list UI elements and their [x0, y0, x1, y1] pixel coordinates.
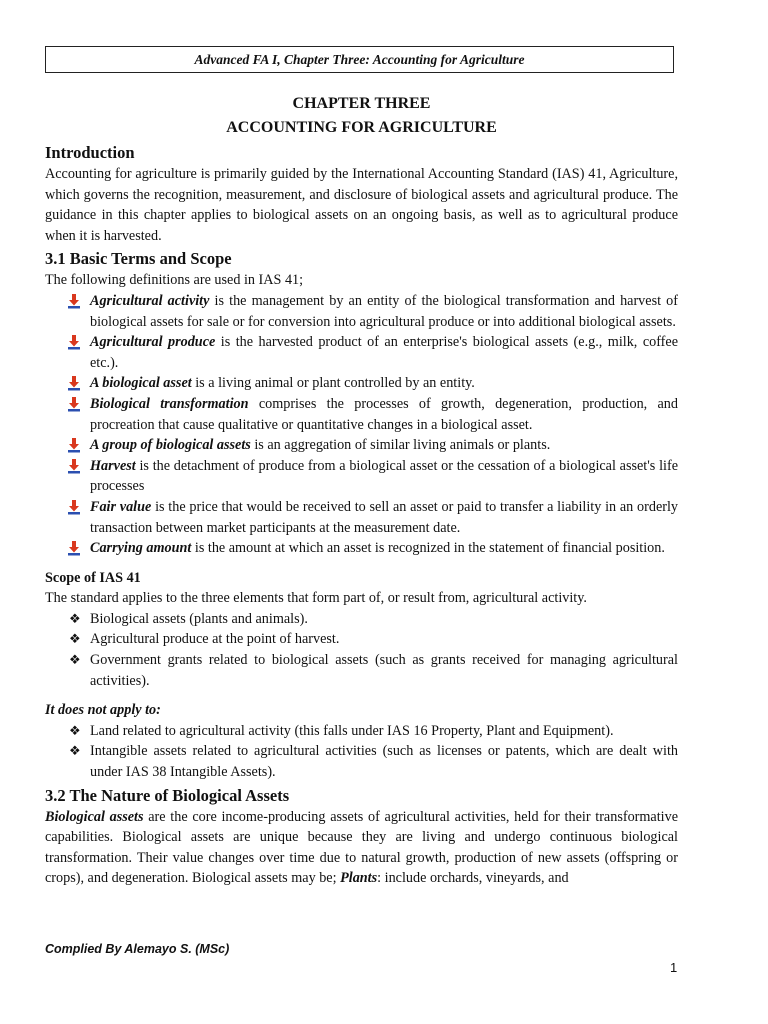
definition-text: comprises the processes of growth, degeneration, production, and procreation that cause qualitative or quantitative changes in a biological asset.: [90, 395, 678, 433]
definition-text: is the price that would be received to sell an asset or paid to transfer a liability in an orderly transaction between market participants at the measurement date.: [90, 498, 679, 536]
arrow-down-bullet-icon: [67, 335, 81, 350]
definition-text: is a living animal or plant controlled by an entity.: [191, 375, 475, 392]
definition-term: A group of biological assets: [90, 437, 251, 454]
diamond-bullet-icon: ❖: [69, 610, 81, 626]
list-item: [45, 538, 678, 559]
list-item: [45, 650, 678, 691]
arrow-down-bullet-icon: [67, 541, 81, 556]
intro-paragraph: Accounting for agriculture is primarily guided by the International Accounting Standard (IAS) 41, Agriculture, which governs the recognition, measurement, and disclosure of biological assets and agricultural produce. The guidance in this chapter applies to biological assets on an ongoing basis, as well as to agricultural produce when it is harvested.: [45, 166, 678, 244]
running-header: Advanced FA I, Chapter Three: Accounting for Agriculture: [45, 46, 674, 73]
chapter-title: ACCOUNTING FOR AGRICULTURE: [226, 119, 497, 136]
definition-term: Harvest: [90, 457, 136, 474]
nature-text-end: : include orchards, vineyards, and: [377, 870, 569, 887]
definitions-list: [45, 291, 678, 559]
list-item: [45, 394, 678, 435]
arrow-down-bullet-icon: [67, 294, 81, 309]
arrow-down-bullet-icon: [67, 459, 81, 474]
diamond-bullet-icon: ❖: [69, 631, 81, 647]
arrow-down-bullet-icon: [67, 438, 81, 453]
page-content: [45, 92, 678, 889]
list-item: [45, 609, 678, 630]
arrow-down-bullet-icon: [67, 376, 81, 391]
page-number: 1: [670, 960, 678, 975]
scope-item-text: Government grants related to biological assets (such as grants received for managing agricultural activities).: [90, 652, 678, 689]
definition-term: Biological transformation: [90, 395, 249, 412]
definition-term: Agricultural produce: [90, 334, 216, 351]
definition-text: is the harvested product of an enterprise's biological assets (e.g., milk, coffee etc.).: [90, 334, 678, 371]
definition-term: Agricultural activity: [90, 292, 210, 309]
list-item: [45, 629, 678, 650]
intro-heading: Introduction: [45, 143, 135, 162]
definition-term: Fair value: [90, 498, 152, 515]
footer-author: Complied By Alemayo S. (MSc): [45, 942, 230, 956]
arrow-down-bullet-icon: [67, 500, 81, 515]
list-item: [45, 721, 678, 742]
list-item: [45, 291, 678, 332]
scope-item-text: Biological assets (plants and animals).: [90, 610, 308, 627]
list-item: [45, 741, 678, 782]
definition-text: is the detachment of produce from a biological asset or the cessation of a biological asset's life processes: [90, 457, 678, 495]
nature-text: are the core income-producing assets of agricultural activities, held for their transformative capabilities. Biological assets are unique because they are living and undergo continuous biological transformation. Their value changes over time due to natural growth, production of new assets (offspring or crops), and degeneration. Biological assets may be;: [45, 808, 678, 887]
not-apply-heading: It does not apply to:: [45, 702, 161, 719]
list-item: [45, 373, 678, 394]
chapter-number: CHAPTER THREE: [292, 95, 431, 112]
definitions-lead: The following definitions are used in IAS 41;: [45, 272, 304, 289]
list-item: [45, 497, 678, 538]
definition-text: is the management by an entity of the biological transformation and harvest of biological assets for sale or for conversion into agricultural produce or into additional biological assets.: [90, 292, 678, 330]
not-apply-list: [45, 721, 678, 783]
not-apply-item-text: Land related to agricultural activity (this falls under IAS 16 Property, Plant and Equipment).: [90, 722, 614, 739]
definition-text: is the amount at which an asset is recognized in the statement of financial position.: [191, 540, 665, 557]
scope-list: [45, 609, 678, 691]
scope-item-text: Agricultural produce at the point of harvest.: [90, 631, 340, 648]
nature-paragraph: [45, 807, 678, 889]
definition-term: A biological asset: [90, 375, 192, 392]
list-item: [45, 435, 678, 456]
scope-heading: Scope of IAS 41: [45, 569, 141, 586]
list-item: [45, 456, 678, 497]
not-apply-item-text: Intangible assets related to agricultural activities (such as licenses or patents, which are dealt with under IAS 38 Intangible Assets).: [90, 743, 678, 781]
nature-term-plants: Plants: [340, 870, 378, 887]
scope-lead: The standard applies to the three elements that form part of, or result from, agricultural activity.: [45, 590, 587, 607]
list-item: [45, 332, 678, 373]
diamond-bullet-icon: ❖: [69, 743, 81, 759]
diamond-bullet-icon: ❖: [69, 652, 81, 668]
basic-terms-heading: 3.1 Basic Terms and Scope: [45, 249, 232, 269]
nature-heading: 3.2 The Nature of Biological Assets: [45, 785, 290, 805]
arrow-down-bullet-icon: [67, 397, 81, 412]
nature-term: Biological assets: [45, 808, 144, 825]
definition-term: Carrying amount: [90, 540, 192, 557]
diamond-bullet-icon: ❖: [69, 722, 81, 738]
definition-text: is an aggregation of similar living animals or plants.: [250, 437, 551, 454]
